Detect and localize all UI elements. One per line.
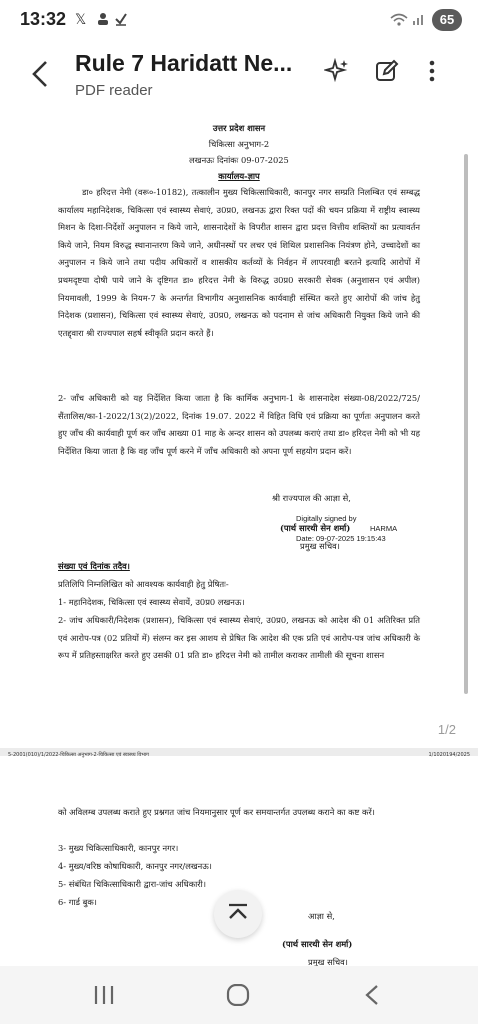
sparkle-icon[interactable] (324, 58, 352, 86)
page-indicator: 1/2 (437, 722, 456, 737)
status-time: 13:32 (20, 9, 67, 29)
more-vert-icon[interactable] (422, 58, 450, 86)
digital-signature-line1: Digitally signed by (296, 514, 357, 523)
doc-by-order: श्री राज्यपाल की आज्ञा से, (272, 493, 351, 503)
doc-designation-2: प्रमुख सचिव। (308, 957, 348, 966)
digital-signature-date: Date: 09-07-2025 19:15:43 (296, 534, 386, 543)
scrollbar-thumb[interactable] (464, 154, 468, 694)
doc-designation: प्रमुख सचिव। (300, 541, 340, 551)
check-icon (114, 12, 128, 30)
app-bar (0, 44, 478, 110)
back-arrow-icon[interactable] (30, 58, 50, 98)
scroll-top-icon (226, 902, 250, 926)
document-title: Rule 7 Haridatt Ne... (75, 50, 293, 76)
nav-back-icon[interactable] (364, 984, 380, 1010)
wifi-icon (390, 12, 408, 32)
doc-para-2: 2- जाँच अधिकारी को यह निर्देशित किया जाता है कि कार्मिक अनुभाग-1 के शासनादेश संख्या-08/2022/725/सैंतालिस/का-1-2022/13(2)/2022, दिनांक 19.07. 2022 में विहित विधि एवं प्रक्रिया का पूर्णतः अनुपालन करते हुए जाँच की कार्यवाही पूर्ण कर जाँच आख्या 01 माह के अन्दर शासन को उपलब्ध कराएं तथा डा० हरिदत्त नेमी को भी यह निर्देशित किया जाता है कि वह जाँच पूर्ण करने में जाँच अधिकारी को अपना पूर्ण सहयोग प्रदान करें। (58, 393, 420, 456)
doc-copy-item-2: 2- जांच अधिकारी/निदेशक (प्रशासन), चिकित्सा एवं स्वास्थ्य सेवाएं, उ0प्र0, लखनऊ को आदेश की 01 अतिरिक्त प्रति एवं आरोप-पत्र (02 प्रतियों में) संलग्न कर इस आशय से प्रेषित कि आदेश की एक प्रति एवं आरोप-पत्र जांच अधिकारी के रूप में प्रतिहस्ताक्षरित करते हुए उसकी 01 प्रति डा० हरिदत्त नेमी को तामील कराकर तामीली की सूचना शासन (58, 615, 420, 661)
home-icon[interactable] (226, 984, 250, 1010)
edit-icon[interactable] (374, 58, 402, 86)
doc-copy-item-1: 1- महानिदेशक, चिकित्सा एवं स्वास्थ्य सेवायें, उ0प्र0 लखनऊ। (58, 597, 245, 607)
doc-header-4: कार्यालय-ज्ञाप (218, 171, 260, 181)
x-icon: 𝕏 (75, 12, 87, 28)
doc-para-1: डा० हरिदत्त नेमी (वरू०-10182), तत्कालीन मुख्य चिकित्साधिकारी, कानपुर नगर सम्प्रति निलम्बित एवं सम्बद्ध कार्यालय महानिदेशक, चिकित्सा एवं स्वास्थ्य सेवाएं, उ0प्र0, लखनऊ द्वारा रिक्त पदों की चयन प्रक्रिया में राष्ट्रीय स्वास्थ्य मिशन के दिशा-निर्देशों अनुपालन न किये जाने, शासनादेशों के विपरीत शासन द्वारा प्रदत्त वित्तीय शक्तियों का प्रत्यावर्तन किये जाने, नियम विरुद्ध स्थानान्तरण किये जाने, अधीनस्थों पर लचर एवं शिथिल प्रशासनिक नियंत्रण होने, उच्चादेशों का अनुपालन न किये जाने तथा पदीय अधिकारों व शासकीय कर्तव्यों के निर्वहन में लापरवाही बरतने इत्यादि आरोपों में प्रथमदृष्टया दोषी पाये जाने के दृष्टिगत डा० हरिदत्त नेमी के विरुद्ध उ0प्र0 सरकारी सेवक (अनुशासन एवं अपील) नियमावली, 1999 के नियम-7 के अन्तर्गत विभागीय अनुशासनिक कार्यवाही संस्थित करते हुए आरोपों की जांच हेतु निदेशक (प्रशासन), चिकित्सा एवं स्वास्थ्य सेवाएं, उ0प्र0, लखनऊ को पदनाम से जांच अधिकारी नियुक्त किये जाने की एतद्द्वारा श्री राज्यपाल सहर्ष स्वीकृति प्रदान करते हैं। (58, 187, 420, 338)
person-icon (96, 12, 110, 30)
digital-signature-name: HARMA (370, 524, 398, 533)
doc-signatory-2: (पार्थ सारथी सेन शर्मा) (282, 939, 353, 949)
doc-signatory: (पार्थ सारथी सेन शर्मा) (280, 523, 351, 533)
doc-ref-left: 5-2001(010)/1/2022-चिकित्सा अनुभाग-2-चिकित्सा एवं स्वास्थ्य विभाग (8, 752, 149, 758)
doc-copy-item-6: 6- गार्ड बुक। (58, 897, 97, 907)
battery-indicator: 65 (432, 9, 462, 31)
doc-header-1: उत्तर प्रदेश शासन (212, 123, 266, 133)
signal-icon (412, 12, 426, 30)
doc-ref-right: 1/1020194/2025 (428, 752, 470, 758)
doc-copy-intro: प्रतिलिपि निम्नलिखित को आवश्यक कार्यवाही हेतु प्रेषितः- (58, 579, 229, 589)
recents-icon[interactable] (92, 984, 116, 1010)
doc-copy-item-4: 4- मुख्य/वरिष्ठ कोषाधिकारी, कानपुर नगर/लखनऊ। (58, 861, 212, 871)
navigation-bar (0, 966, 478, 1024)
doc-header-2: चिकित्सा अनुभाग-2 (208, 139, 270, 149)
doc-order-2: आज्ञा से, (308, 911, 335, 921)
scroll-top-button[interactable] (214, 890, 262, 938)
pdf-page-1[interactable] (0, 112, 478, 748)
doc-copy-item-5: 5- संबंधित चिकित्साधिकारी द्वारा-जांच अधिकारी। (58, 879, 206, 889)
doc-header-3: लखनऊः दिनांकः 09-07-2025 (189, 155, 289, 165)
status-bar (0, 0, 478, 42)
doc-copy-heading: संख्या एवं दिनांक तदैव। (58, 561, 130, 571)
doc-copy-item-3: 3- मुख्य चिकित्साधिकारी, कानपुर नगर। (58, 843, 179, 853)
doc-continuation: को अविलम्ब उपलब्ध कराते हुए प्रश्नगत जांच नियमानुसार पूर्ण कर समयान्तर्गत उपलब्ध कराने का कष्ट करें। (58, 807, 375, 817)
app-subtitle: PDF reader (75, 82, 153, 99)
